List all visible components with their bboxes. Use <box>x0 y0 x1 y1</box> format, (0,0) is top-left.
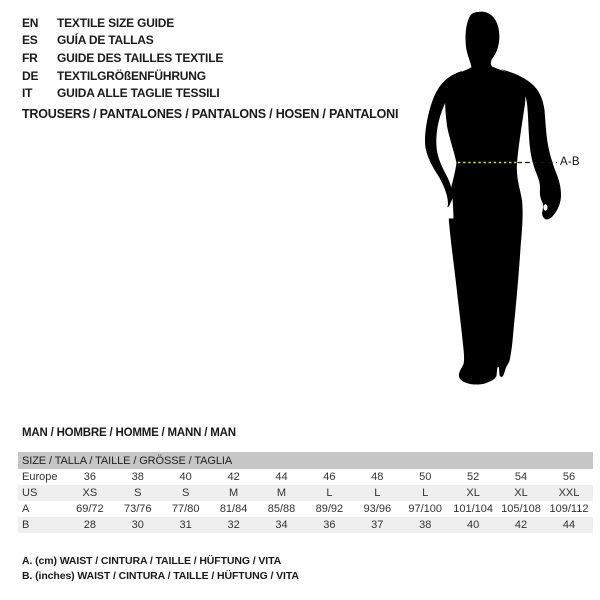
size-cell: 44 <box>562 519 576 531</box>
size-cell: L <box>326 487 333 499</box>
language-row <box>22 49 223 67</box>
language-code: FR <box>22 50 38 65</box>
table-row <box>18 485 593 501</box>
size-cell: 56 <box>562 471 576 483</box>
size-table <box>18 452 593 533</box>
size-cell: 46 <box>323 471 336 483</box>
row-label: US <box>22 487 38 499</box>
size-cell: 40 <box>179 471 192 483</box>
silhouette-body <box>445 12 525 385</box>
size-table-body <box>18 469 593 533</box>
size-cell: XL <box>514 487 528 499</box>
size-cell: 44 <box>275 471 288 483</box>
size-cell: M <box>276 487 287 499</box>
size-cell: S <box>134 487 142 499</box>
size-cell: 37 <box>371 519 384 531</box>
language-row <box>22 84 223 102</box>
language-label: GUIDE DES TAILLES TEXTILE <box>57 50 224 65</box>
size-cell: 48 <box>371 471 384 483</box>
size-cell: 30 <box>131 519 144 531</box>
size-cell: XS <box>82 487 98 499</box>
size-cell: L <box>422 487 429 499</box>
size-table-header: SIZE / TALLA / TAILLE / GRÖSSE / TAGLIA <box>18 452 593 469</box>
row-label: Europe <box>22 471 58 483</box>
size-cell: 52 <box>466 471 480 483</box>
size-cell: 105/108 <box>501 503 541 515</box>
table-row <box>18 517 593 533</box>
language-row <box>22 32 223 50</box>
language-code: IT <box>22 86 33 101</box>
size-cell: 109/112 <box>549 503 589 515</box>
size-cell: 101/104 <box>453 503 493 515</box>
language-label: TEXTILGRÖßENFÜHRUNG <box>57 68 206 83</box>
size-table-header-row <box>18 452 593 469</box>
table-row <box>18 469 593 485</box>
legend-waist-cm: A. (cm) WAIST / CINTURA / TAILLE / HÜFTUNG / VITA <box>22 555 282 567</box>
language-row <box>22 14 223 32</box>
size-cell: L <box>374 487 381 499</box>
table-row <box>18 501 593 517</box>
language-list <box>22 14 223 102</box>
size-cell: 50 <box>419 471 432 483</box>
size-cell: 54 <box>514 471 528 483</box>
language-label: TEXTILE SIZE GUIDE <box>57 15 175 30</box>
size-cell: XL <box>466 487 480 499</box>
language-row <box>22 67 223 85</box>
section-title-man: MAN / HOMBRE / HOMME / MANN / MAN <box>22 427 236 439</box>
size-cell: 38 <box>419 519 432 531</box>
size-cell: 81/84 <box>219 503 248 515</box>
size-cell: 28 <box>83 519 96 531</box>
man-silhouette-figure <box>410 0 590 400</box>
size-cell: 85/88 <box>267 503 296 515</box>
size-cell: 97/100 <box>408 503 443 515</box>
size-cell: 34 <box>275 519 288 531</box>
language-code: DE <box>22 68 39 83</box>
size-cell: 40 <box>466 519 480 531</box>
size-cell: XXL <box>558 487 580 499</box>
row-label: A <box>22 503 30 515</box>
right-hand-notch <box>544 204 548 210</box>
garment-title: TROUSERS / PANTALONES / PANTALONS / HOSEN / PANTALONI <box>22 107 399 121</box>
size-cell: 31 <box>179 519 192 531</box>
language-code: ES <box>22 33 38 48</box>
man-silhouette-svg <box>410 0 590 400</box>
language-label: GUÍA DE TALLAS <box>57 33 154 48</box>
size-cell: 38 <box>131 471 144 483</box>
size-cell: 36 <box>323 519 336 531</box>
size-cell: 36 <box>83 471 96 483</box>
size-cell: 32 <box>227 519 240 531</box>
size-cell: 42 <box>514 519 528 531</box>
row-label: B <box>22 519 30 531</box>
measure-label-ab: A-B <box>560 156 580 168</box>
size-cell: 69/72 <box>76 503 104 515</box>
size-cell: 93/96 <box>363 503 392 515</box>
size-cell: M <box>228 487 239 499</box>
size-cell: 73/76 <box>124 503 152 515</box>
size-cell: 42 <box>227 471 240 483</box>
language-label: GUIDA ALLE TAGLIE TESSILI <box>57 86 220 101</box>
size-cell: 89/92 <box>315 503 344 515</box>
language-code: EN <box>22 15 39 30</box>
size-cell: 77/80 <box>171 503 200 515</box>
legend-waist-inches: B. (inches) WAIST / CINTURA / TAILLE / HÜFTUNG / VITA <box>22 570 299 582</box>
size-cell: S <box>182 487 190 499</box>
